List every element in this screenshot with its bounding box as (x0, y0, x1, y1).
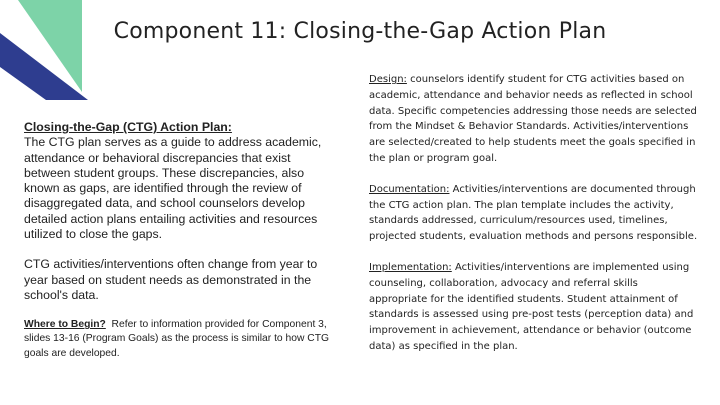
slide-title: Component 11: Closing-the-Gap Action Plan (113, 19, 607, 44)
where-to-begin-body: Refer to information provided for Component 3, slides 13-16 (Program Goals) as the process is similar to how CTG goals are developed. (24, 319, 330, 359)
left-column (24, 120, 334, 361)
ctg-plan-paragraph (24, 120, 334, 242)
right-column (369, 72, 699, 370)
documentation-heading: Documentation: (369, 183, 450, 195)
ctg-plan-heading: Closing-the-Gap (CTG) Action Plan: (24, 120, 232, 134)
implementation-heading: Implementation: (369, 261, 452, 273)
implementation-paragraph (369, 260, 699, 355)
design-paragraph (369, 72, 699, 167)
documentation-paragraph (369, 182, 699, 245)
documentation-body: Activities/interventions are documented through the CTG action plan. The plan template includes the activity, standards addressed, curriculum/resources used, timelines, projected students, evaluation methods and persons responsible. (369, 183, 698, 243)
ctg-plan-body: The CTG plan serves as a guide to address academic, attendance or behavioral discrepancies that exist between student groups. These discrepancies, also known as gaps, are identified through the review of disaggregated data, and school counselors develop detailed action plans entailing activities and resources utilized to close the gaps. (24, 135, 322, 242)
ctg-activities-paragraph: CTG activities/interventions often change from year to year based on student needs as demonstrated in the school's data. (24, 257, 318, 302)
where-to-begin-paragraph (24, 318, 334, 361)
implementation-body: Activities/interventions are implemented using counseling, collaboration, advocacy and referral skills appropriate for the identified students. Student attainment of standards is assessed using pre-post tests (perception data) and improvement in achievement, attendance or behavior (outcome data) as specified in the plan. (369, 261, 694, 352)
where-to-begin-heading: Where to Begin? (24, 319, 106, 331)
design-heading: Design: (369, 74, 407, 85)
corner-decoration (0, 0, 110, 100)
design-body: counselors identify student for CTG activities based on academic, attendance and behavior needs as reflected in school data. Specific competencies addressing those needs are selected from the Mindset & Behavior Standards. Activities/interventions are selected/created to help students meet the goals specified in the plan or program goal. (369, 74, 697, 164)
